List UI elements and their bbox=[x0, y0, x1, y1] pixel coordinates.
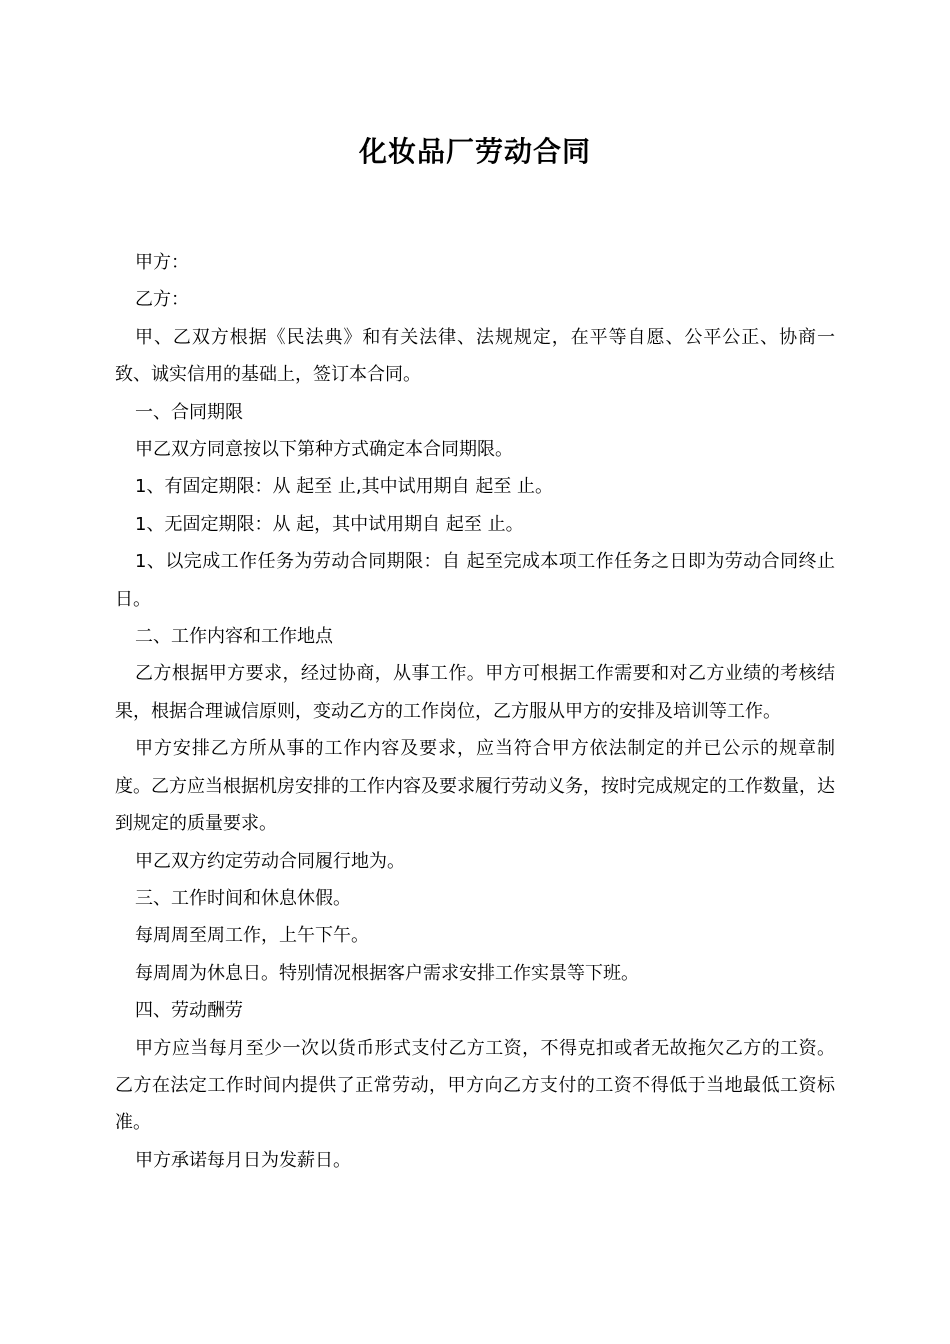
section-heading-work: 二、工作内容和工作地点 bbox=[135, 626, 333, 648]
preamble-paragraph: 甲、乙双方根据《民法典》和有关法律、法规规定，在平等自愿、公平公正、协商一致、诚实信用的基础上，签订本合同。 bbox=[115, 326, 835, 386]
payday-paragraph: 甲方承诺每月日为发薪日。 bbox=[135, 1149, 351, 1171]
task-term-clause: 1、以完成工作任务为劳动合同期限：自 起至完成本项工作任务之日即为劳动合同终止日。 bbox=[115, 551, 835, 610]
work-location-paragraph: 甲乙双方约定劳动合同履行地为。 bbox=[135, 850, 405, 872]
document-title: 化妆品厂劳动合同 bbox=[358, 135, 591, 168]
work-requirements-paragraph: 甲方安排乙方所从事的工作内容及要求，应当符合甲方依法制定的并已公示的规章制度。乙方应当根据机房安排的工作内容及要求履行劳动义务，按时完成规定的工作数量，达到规定的质量要求。 bbox=[115, 738, 835, 835]
section-heading-pay: 四、劳动酬劳 bbox=[135, 1000, 243, 1022]
term-intro-paragraph: 甲乙双方同意按以下第种方式确定本合同期限。 bbox=[135, 439, 513, 461]
fixed-term-clause: 1、有固定期限：从 起至 止,其中试用期自 起至 止。 bbox=[135, 476, 554, 498]
rest-days-paragraph: 每周周为休息日。特别情况根据客户需求安排工作实景等下班。 bbox=[135, 962, 639, 984]
work-assignment-paragraph: 乙方根据甲方要求，经过协商，从事工作。甲方可根据工作需要和对乙方业绩的考核结果，根据合理诚信原则，变动乙方的工作岗位，乙方服从甲方的安排及培训等工作。 bbox=[115, 663, 835, 722]
open-term-clause: 1、无固定期限：从 起，其中试用期自 起至 止。 bbox=[135, 513, 524, 535]
section-heading-hours: 三、工作时间和休息休假。 bbox=[135, 887, 351, 909]
section-heading-term: 一、合同期限 bbox=[135, 401, 243, 423]
pay-terms-paragraph: 甲方应当每月至少一次以货币形式支付乙方工资，不得克扣或者无故拖欠乙方的工资。乙方在法定工作时间内提供了正常劳动，甲方向乙方支付的工资不得低于当地最低工资标准。 bbox=[115, 1037, 835, 1134]
work-days-paragraph: 每周周至周工作，上午下午。 bbox=[135, 925, 369, 947]
document-body bbox=[115, 244, 835, 1179]
party-b-line: 乙方： bbox=[135, 289, 189, 311]
party-a-line: 甲方： bbox=[135, 252, 189, 273]
